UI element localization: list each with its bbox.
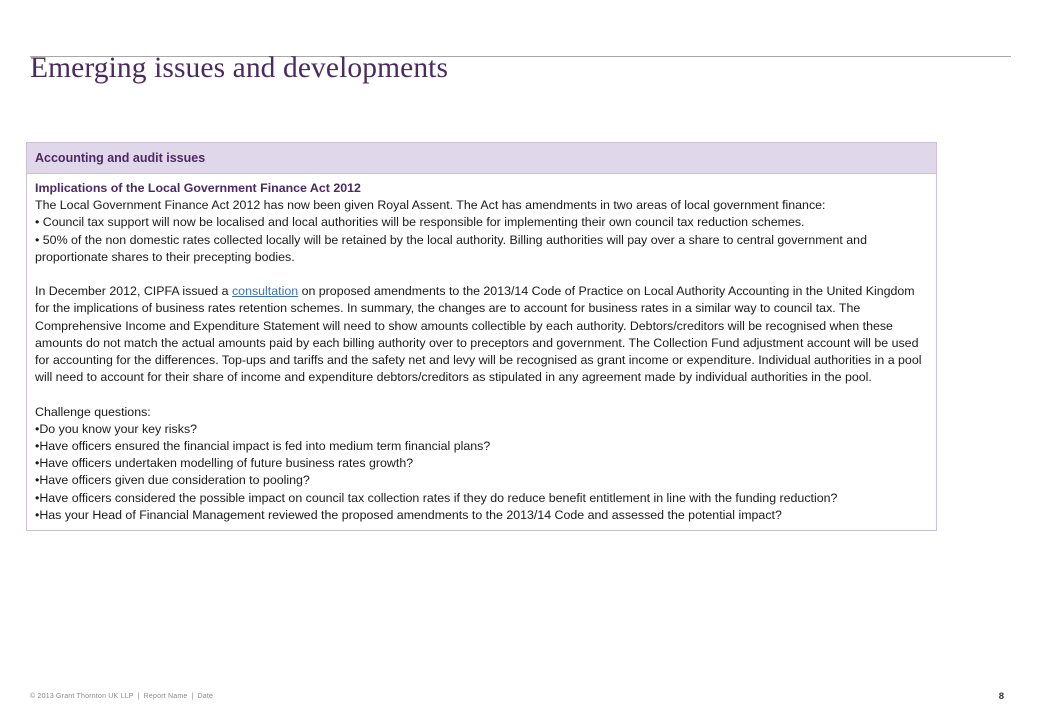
footer-separator: | (191, 693, 194, 700)
question-item: •Have officers considered the possible impact on council tax collection rates if they do reduce benefit entitlement in line with the funding reduction? (35, 490, 838, 505)
footer-separator: | (137, 693, 140, 700)
paragraph-lead: In December 2012, CIPFA issued a (35, 284, 232, 299)
page-title: Emerging issues and developments (30, 52, 449, 84)
question-item: •Have officers given due consideration to pooling? (35, 473, 310, 488)
challenge-heading: Challenge questions: (35, 404, 151, 419)
footer-report-name: Report Name (143, 693, 188, 700)
spacer (35, 386, 928, 403)
consultation-link[interactable]: consultation (231, 284, 299, 299)
footer (30, 693, 213, 700)
footer-copyright: © 2013 Grant Thornton UK LLP (30, 693, 134, 700)
bullet-item: • 50% of the non domestic rates collected locally will be retained by the local authority. Billing authorities will pay over a share to central government and proportionate shares to their precepting bodies. (35, 232, 867, 264)
question-item: •Have officers undertaken modelling of future business rates growth? (35, 456, 414, 471)
footer-date: Date (197, 693, 214, 700)
consultation-paragraph (35, 283, 928, 386)
question-item: •Has your Head of Financial Management reviewed the proposed amendments to the 2013/14 Code and assessed the potential impact? (35, 507, 782, 522)
spacer (35, 266, 928, 283)
intro-paragraph: The Local Government Finance Act 2012 has now been given Royal Assent. The Act has amendments in two areas of local government finance: (35, 198, 826, 213)
paragraph-rest: on proposed amendments to the 2013/14 Code of Practice on Local Authority Accounting in the United Kingdom for the implications of business rates retention schemes. In summary, the changes are to account for business rates in a similar way to council tax. The Comprehensive Income and Expenditure Statement will need to show amounts collectible by each authority. Debtors/creditors will be recognised when these amounts do not match the actual amounts paid by each billing authority over to preceptors and government. The Collection Fund adjustment account will be used for accounting for the differences. Top-ups and tariffs and the safety net and levy will be recognised as grant income or expenditure. Individual authorities in a pool will need to account for their share of income and expenditure debtors/creditors as stipulated in any agreement made by individual authorities in the pool. (35, 284, 922, 385)
question-item: •Have officers ensured the financial impact is fed into medium term financial plans? (35, 439, 491, 454)
question-item: •Do you know your key risks? (35, 421, 198, 436)
issues-box (26, 142, 937, 531)
box-header: Accounting and audit issues (27, 143, 936, 174)
bullet-item: • Council tax support will now be localised and local authorities will be responsible for implementing their own council tax reduction schemes. (35, 215, 805, 230)
box-body (27, 174, 936, 530)
page-number: 8 (998, 691, 1004, 702)
section-heading: Implications of the Local Government Finance Act 2012 (35, 181, 361, 195)
